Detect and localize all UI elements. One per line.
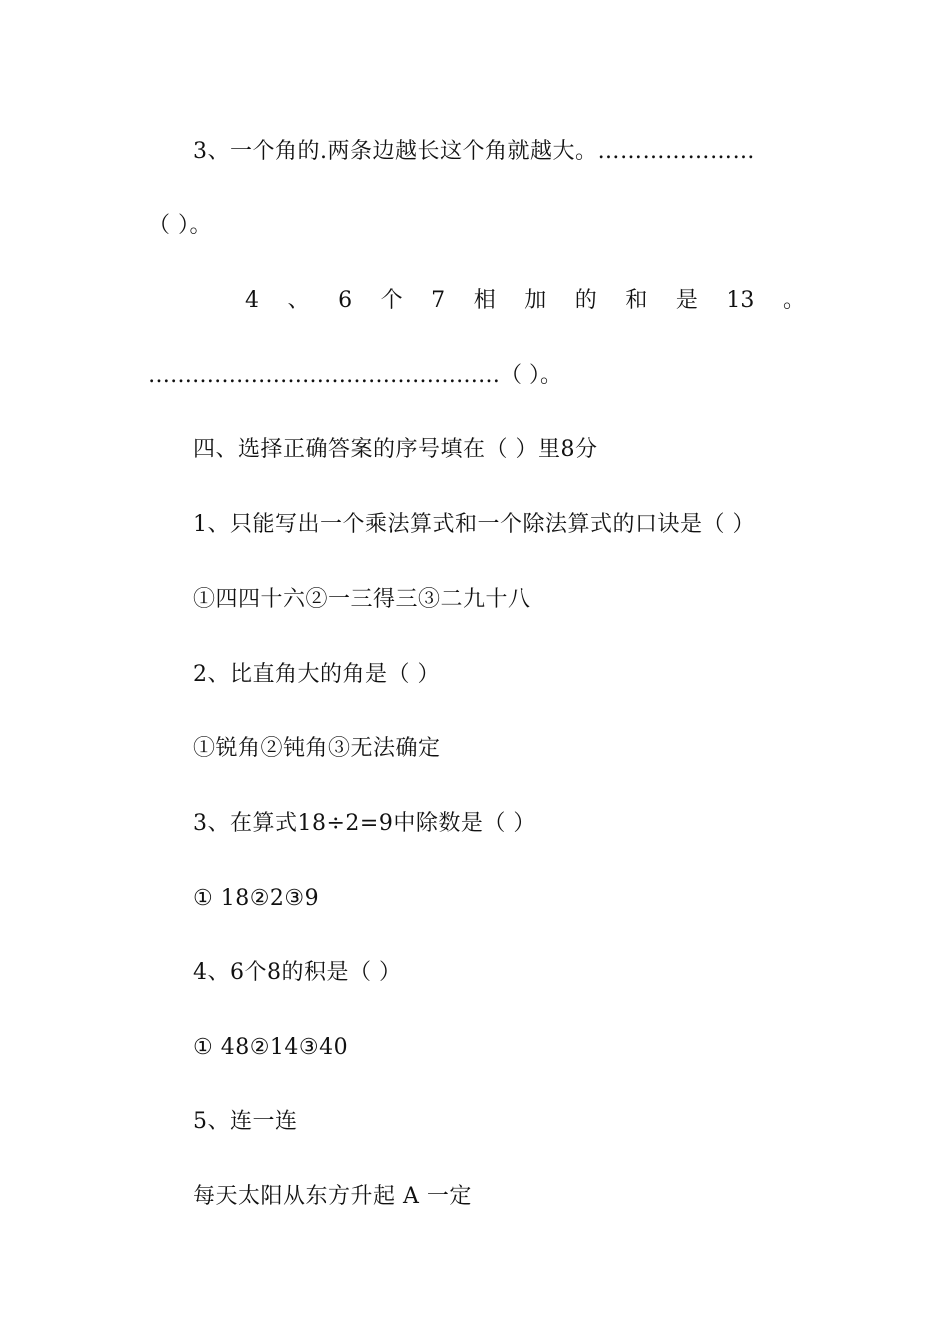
judge-item-4-part: 个 xyxy=(380,288,403,313)
question-5-text: 5、连一连 xyxy=(193,1109,298,1134)
judge-item-4-part: 加 xyxy=(524,288,547,313)
question-4-options xyxy=(193,1033,348,1063)
question-1 xyxy=(193,510,755,540)
question-1-options xyxy=(193,585,531,615)
judge-item-4-answer-text: …………………………………………（ ）。 xyxy=(148,363,562,388)
question-4 xyxy=(193,958,402,988)
judge-item-4-part: 13 xyxy=(726,288,755,313)
judge-item-4 xyxy=(245,286,805,316)
judge-item-3-text: 3、一个角的.两条边越长这个角就越大。………………… xyxy=(193,139,755,164)
question-5-item-text: 每天太阳从东方升起 A 一定 xyxy=(193,1184,472,1209)
question-2-options-text: ①锐角②钝角③无法确定 xyxy=(193,736,441,761)
judge-item-3-answer xyxy=(148,211,212,241)
judge-item-3 xyxy=(193,137,755,167)
question-2-options xyxy=(193,734,441,764)
judge-item-4-part: 相 xyxy=(473,288,496,313)
judge-item-4-part: 和 xyxy=(625,288,648,313)
section-title xyxy=(193,435,598,465)
question-1-options-text: ①四四十六②一三得三③二九十八 xyxy=(193,587,531,612)
section-title-text: 四、选择正确答案的序号填在（ ）里8分 xyxy=(193,437,598,462)
question-3 xyxy=(193,809,536,839)
judge-item-4-part: 的 xyxy=(574,288,597,313)
judge-item-4-part: 6 xyxy=(338,288,353,313)
question-5-item xyxy=(193,1182,472,1212)
judge-item-4-answer xyxy=(148,361,562,391)
question-5 xyxy=(193,1107,298,1137)
judge-item-4-part: 是 xyxy=(675,288,698,313)
question-4-options-text: ① 48②14③40 xyxy=(193,1035,349,1060)
judge-item-4-part: 7 xyxy=(431,288,446,313)
question-4-text: 4、6个8的积是（ ） xyxy=(193,960,402,985)
question-3-text: 3、在算式18÷2=9中除数是（ ） xyxy=(193,811,536,836)
judge-item-4-part: 。 xyxy=(782,288,805,313)
question-2-text: 2、比直角大的角是（ ） xyxy=(193,662,440,687)
judge-item-4-part: 4 xyxy=(245,288,259,313)
question-1-text: 1、只能写出一个乘法算式和一个除法算式的口诀是（ ） xyxy=(193,512,755,537)
question-3-options-text: ① 18②2③9 xyxy=(193,886,320,911)
question-2 xyxy=(193,660,440,690)
judge-item-3-answer-text: （ ）。 xyxy=(148,213,212,238)
judge-item-4-part: 、 xyxy=(287,288,310,313)
question-3-options xyxy=(193,884,319,914)
